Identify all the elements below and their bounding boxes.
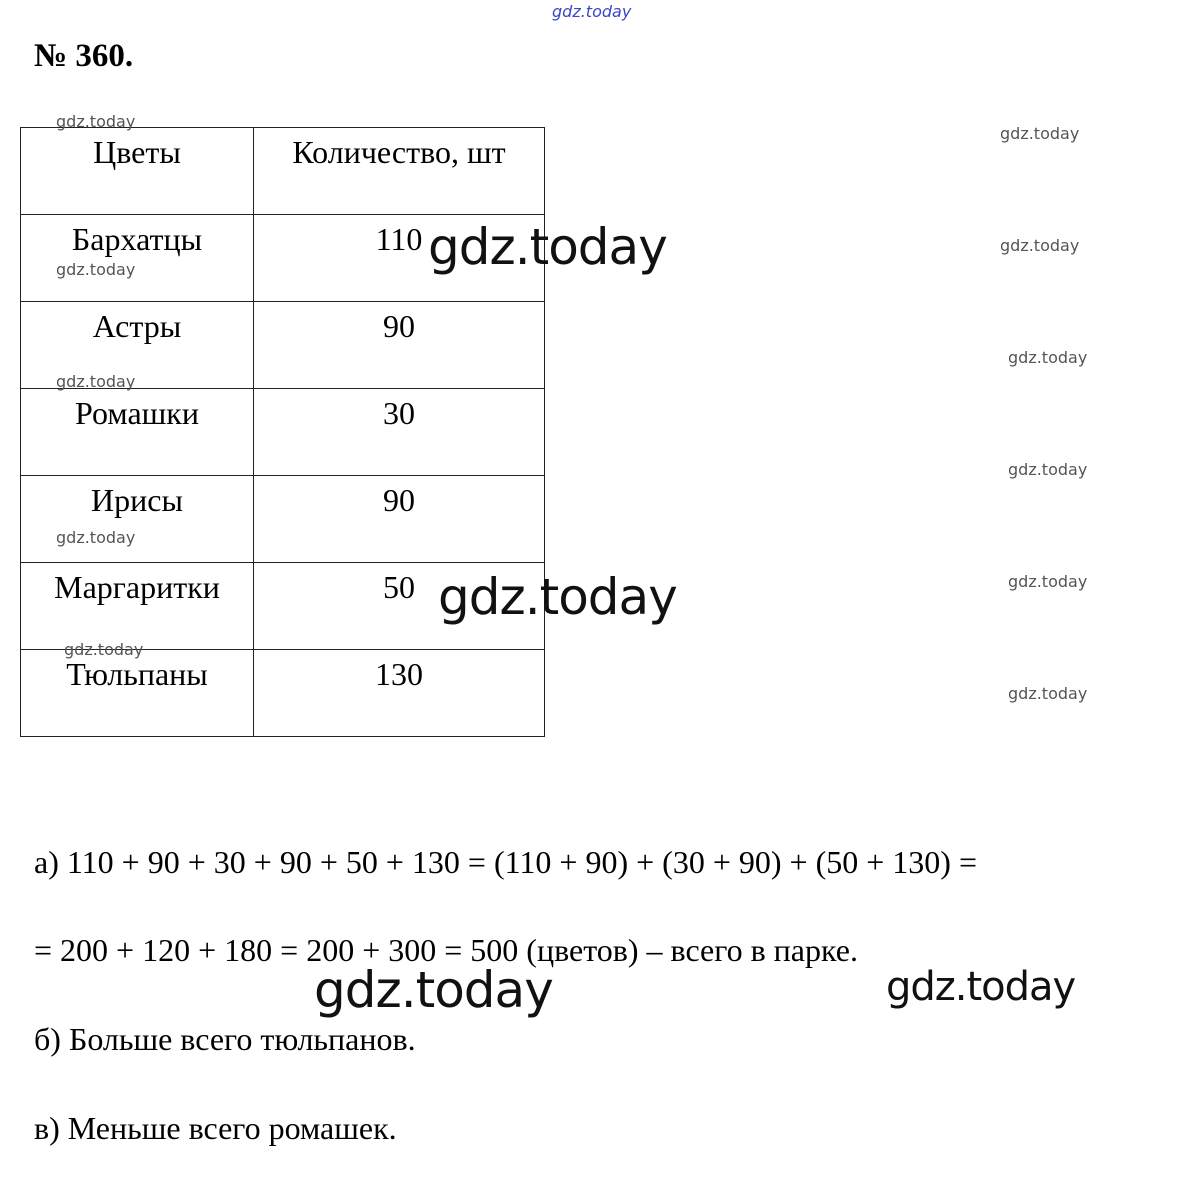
count-cell: 90 bbox=[254, 302, 545, 389]
problem-number: № 360. bbox=[34, 38, 134, 74]
watermark: gdz.today bbox=[1008, 348, 1088, 367]
solution-a-line2: = 200 + 120 + 180 = 200 + 300 = 500 (цветов) – всего в парке. bbox=[34, 932, 858, 968]
watermark-large: gdz.today bbox=[314, 961, 553, 1019]
watermark: gdz.today bbox=[56, 528, 136, 547]
watermark: gdz.today bbox=[1008, 684, 1088, 703]
watermark: gdz.today bbox=[1000, 124, 1080, 143]
table-header-row bbox=[21, 128, 545, 215]
watermark: gdz.today bbox=[56, 260, 136, 279]
solution-c: в) Меньше всего ромашек. bbox=[34, 1110, 397, 1146]
watermark: gdz.today bbox=[1008, 572, 1088, 591]
count-cell: 130 bbox=[254, 650, 545, 737]
flower-cell: Бархатцы bbox=[21, 215, 254, 302]
count-cell: 30 bbox=[254, 389, 545, 476]
table-row bbox=[21, 476, 545, 563]
count-cell: 90 bbox=[254, 476, 545, 563]
watermark: gdz.today bbox=[1008, 460, 1088, 479]
flower-cell: Тюльпаны bbox=[21, 650, 254, 737]
flower-cell: Ирисы bbox=[21, 476, 254, 563]
count-cell: 50 bbox=[254, 563, 545, 650]
column-header-flowers: Цветы bbox=[21, 128, 254, 215]
column-header-count: Количество, шт bbox=[254, 128, 545, 215]
table-row bbox=[21, 650, 545, 737]
watermark: gdz.today bbox=[1000, 236, 1080, 255]
solution-b: б) Больше всего тюльпанов. bbox=[34, 1021, 416, 1057]
watermark: gdz.today bbox=[64, 640, 144, 659]
watermark-large: gdz.today bbox=[428, 218, 667, 276]
header-watermark: gdz.today bbox=[552, 2, 632, 21]
flower-cell: Астры bbox=[21, 302, 254, 389]
watermark-large: gdz.today bbox=[886, 964, 1076, 1010]
solution-a-line1: а) 110 + 90 + 30 + 90 + 50 + 130 = (110 + 90) + (30 + 90) + (50 + 130) = bbox=[34, 844, 977, 880]
watermark: gdz.today bbox=[56, 112, 136, 131]
table-row bbox=[21, 389, 545, 476]
flower-cell: Ромашки bbox=[21, 389, 254, 476]
count-cell: 110 bbox=[254, 215, 545, 302]
flower-cell: Маргаритки bbox=[21, 563, 254, 650]
watermark-large: gdz.today bbox=[438, 568, 677, 626]
watermark: gdz.today bbox=[56, 372, 136, 391]
